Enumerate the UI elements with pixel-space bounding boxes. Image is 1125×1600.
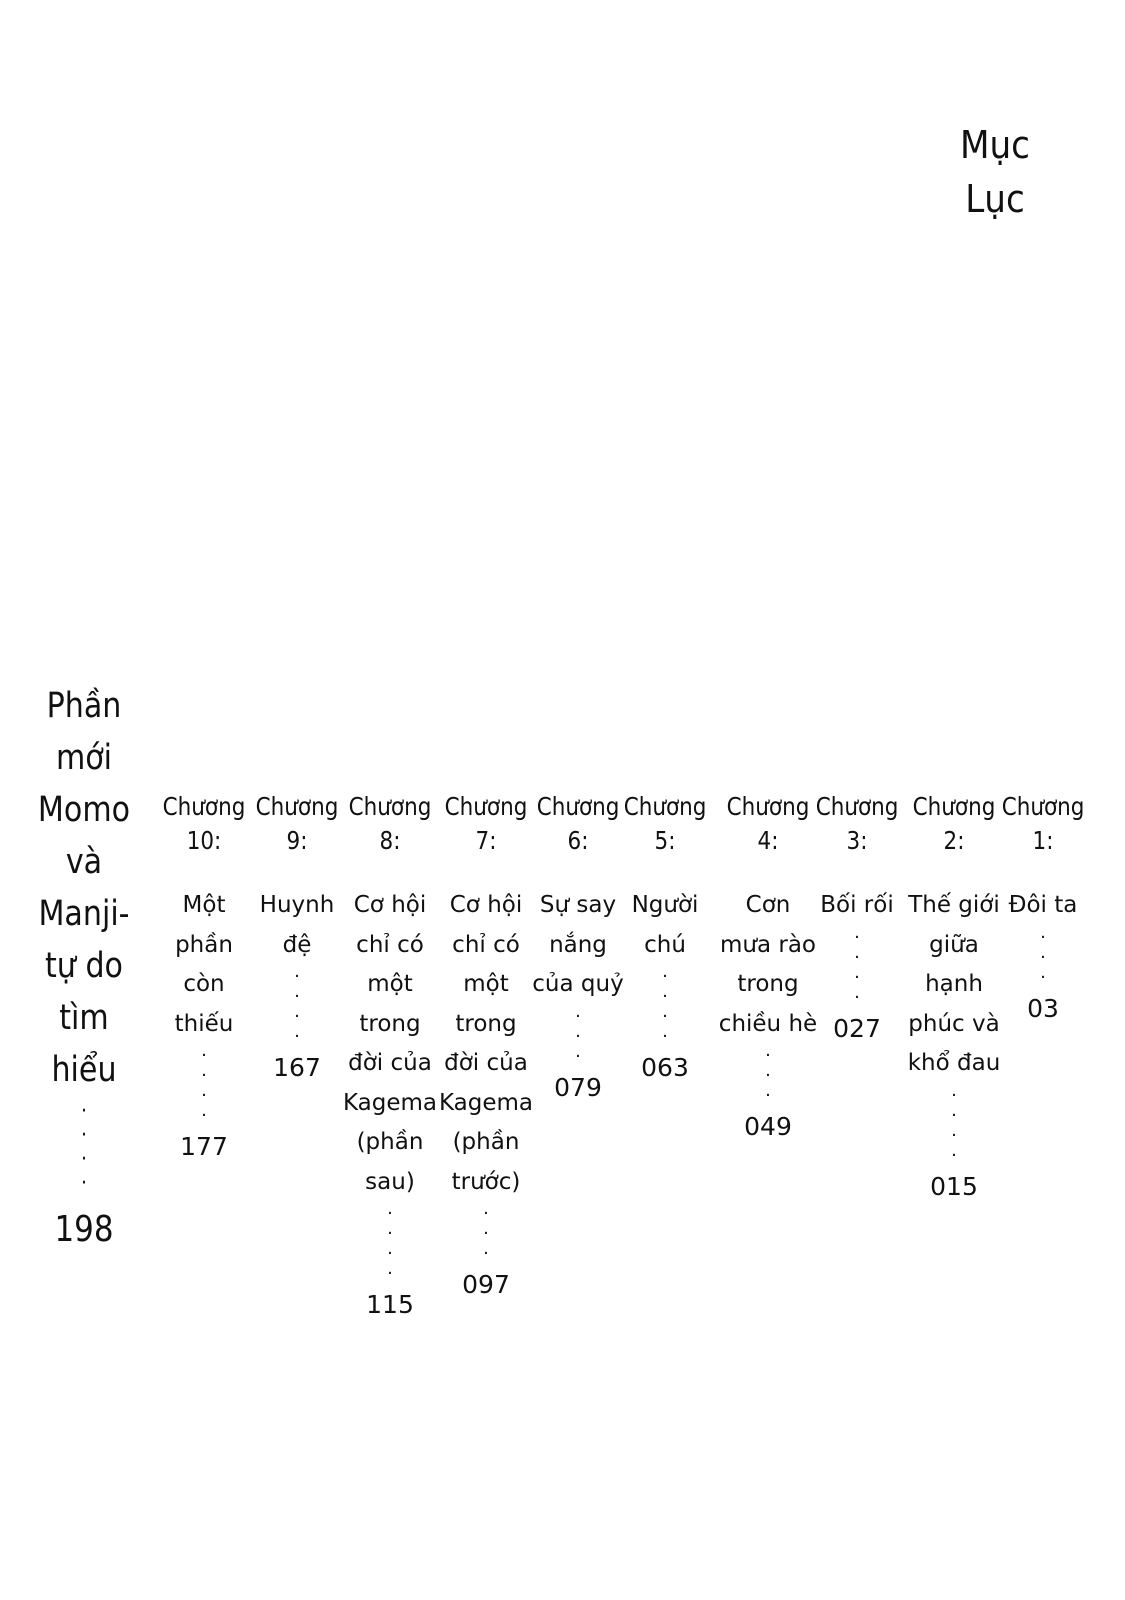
leader-dots: · · · · [201, 1045, 207, 1126]
chapter-entry[interactable] [154, 790, 254, 1164]
chapter-page-number: 079 [554, 1072, 602, 1102]
chapter-entry[interactable] [809, 790, 905, 1046]
chapter-label: Chương 10: [162, 792, 246, 855]
chapter-label: Chương 8: [348, 792, 432, 855]
chapter-label: Chương 3: [815, 792, 899, 855]
chapter-page-number: 03 [1027, 993, 1059, 1023]
part-page-number: 198 [54, 1209, 114, 1250]
chapter-page-number: 063 [641, 1053, 689, 1082]
chapter-entry[interactable] [995, 790, 1091, 1026]
chapter-entry[interactable] [340, 790, 440, 1322]
chapter-name: Bối rối [820, 892, 894, 918]
chapter-entry[interactable] [617, 790, 713, 1085]
leader-dots: · · · · [854, 926, 860, 1008]
page-title [945, 118, 1045, 226]
chapter-page-number: 177 [180, 1132, 228, 1161]
chapter-label: Chương 4: [726, 792, 810, 855]
part-title: Phần mới Momo và Manji-tự do tìm hiểu [37, 686, 131, 1090]
chapter-name: Một phần còn thiếu [174, 892, 234, 1037]
leader-dots: · · · [1040, 926, 1046, 988]
chapter-page-number: 015 [930, 1171, 978, 1201]
chapter-entry[interactable] [904, 790, 1004, 1204]
chapter-name: Người chú [631, 892, 699, 958]
chapter-label: Chương 9: [255, 792, 339, 855]
chapter-label: Chương 1: [1001, 792, 1085, 855]
chapter-page-number: 115 [366, 1290, 414, 1319]
chapter-name: Cơ hội chỉ có một trong đời của Kagema (phần sau) [342, 892, 438, 1195]
leader-dots: · · · · [662, 966, 668, 1047]
title-line-1: Mục [960, 123, 1030, 167]
title-line-2: Lục [965, 177, 1025, 221]
part-leader-dots: · · · · [80, 1099, 88, 1196]
chapter-name: Sự say nắng của quỷ [532, 892, 624, 997]
chapter-name: Cơ hội chỉ có một trong đời của Kagema (phần trước) [438, 892, 534, 1195]
chapter-entry[interactable] [247, 790, 347, 1085]
leader-dots: · · · · [951, 1084, 957, 1166]
chapter-entry[interactable] [436, 790, 536, 1302]
chapter-page-number: 167 [273, 1053, 321, 1082]
leader-dots: · · · [575, 1005, 581, 1067]
leader-dots: · · · · [294, 966, 300, 1047]
chapter-page-number: 049 [744, 1112, 792, 1141]
chapter-page-number: 027 [833, 1013, 881, 1043]
chapter-label: Chương 2: [912, 792, 996, 855]
chapter-name: Đôi ta [1008, 892, 1078, 918]
part-entry[interactable] [27, 680, 141, 1256]
chapter-name: Huynh đệ [259, 892, 335, 958]
chapter-label: Chương 5: [623, 792, 707, 855]
chapter-entry[interactable] [530, 790, 626, 1105]
chapter-name: Thế giới giữa hạnh phúc và khổ đau [907, 892, 1001, 1076]
chapter-label: Chương 6: [536, 792, 620, 855]
chapter-name: Cơn mưa rào trong chiều hè [718, 892, 818, 1037]
leader-dots: · · · [483, 1203, 489, 1264]
chapter-entry[interactable] [718, 790, 818, 1144]
leader-dots: · · · · [387, 1203, 393, 1284]
chapter-page-number: 097 [462, 1270, 510, 1299]
leader-dots: · · · [765, 1045, 771, 1106]
chapter-label: Chương 7: [444, 792, 528, 855]
